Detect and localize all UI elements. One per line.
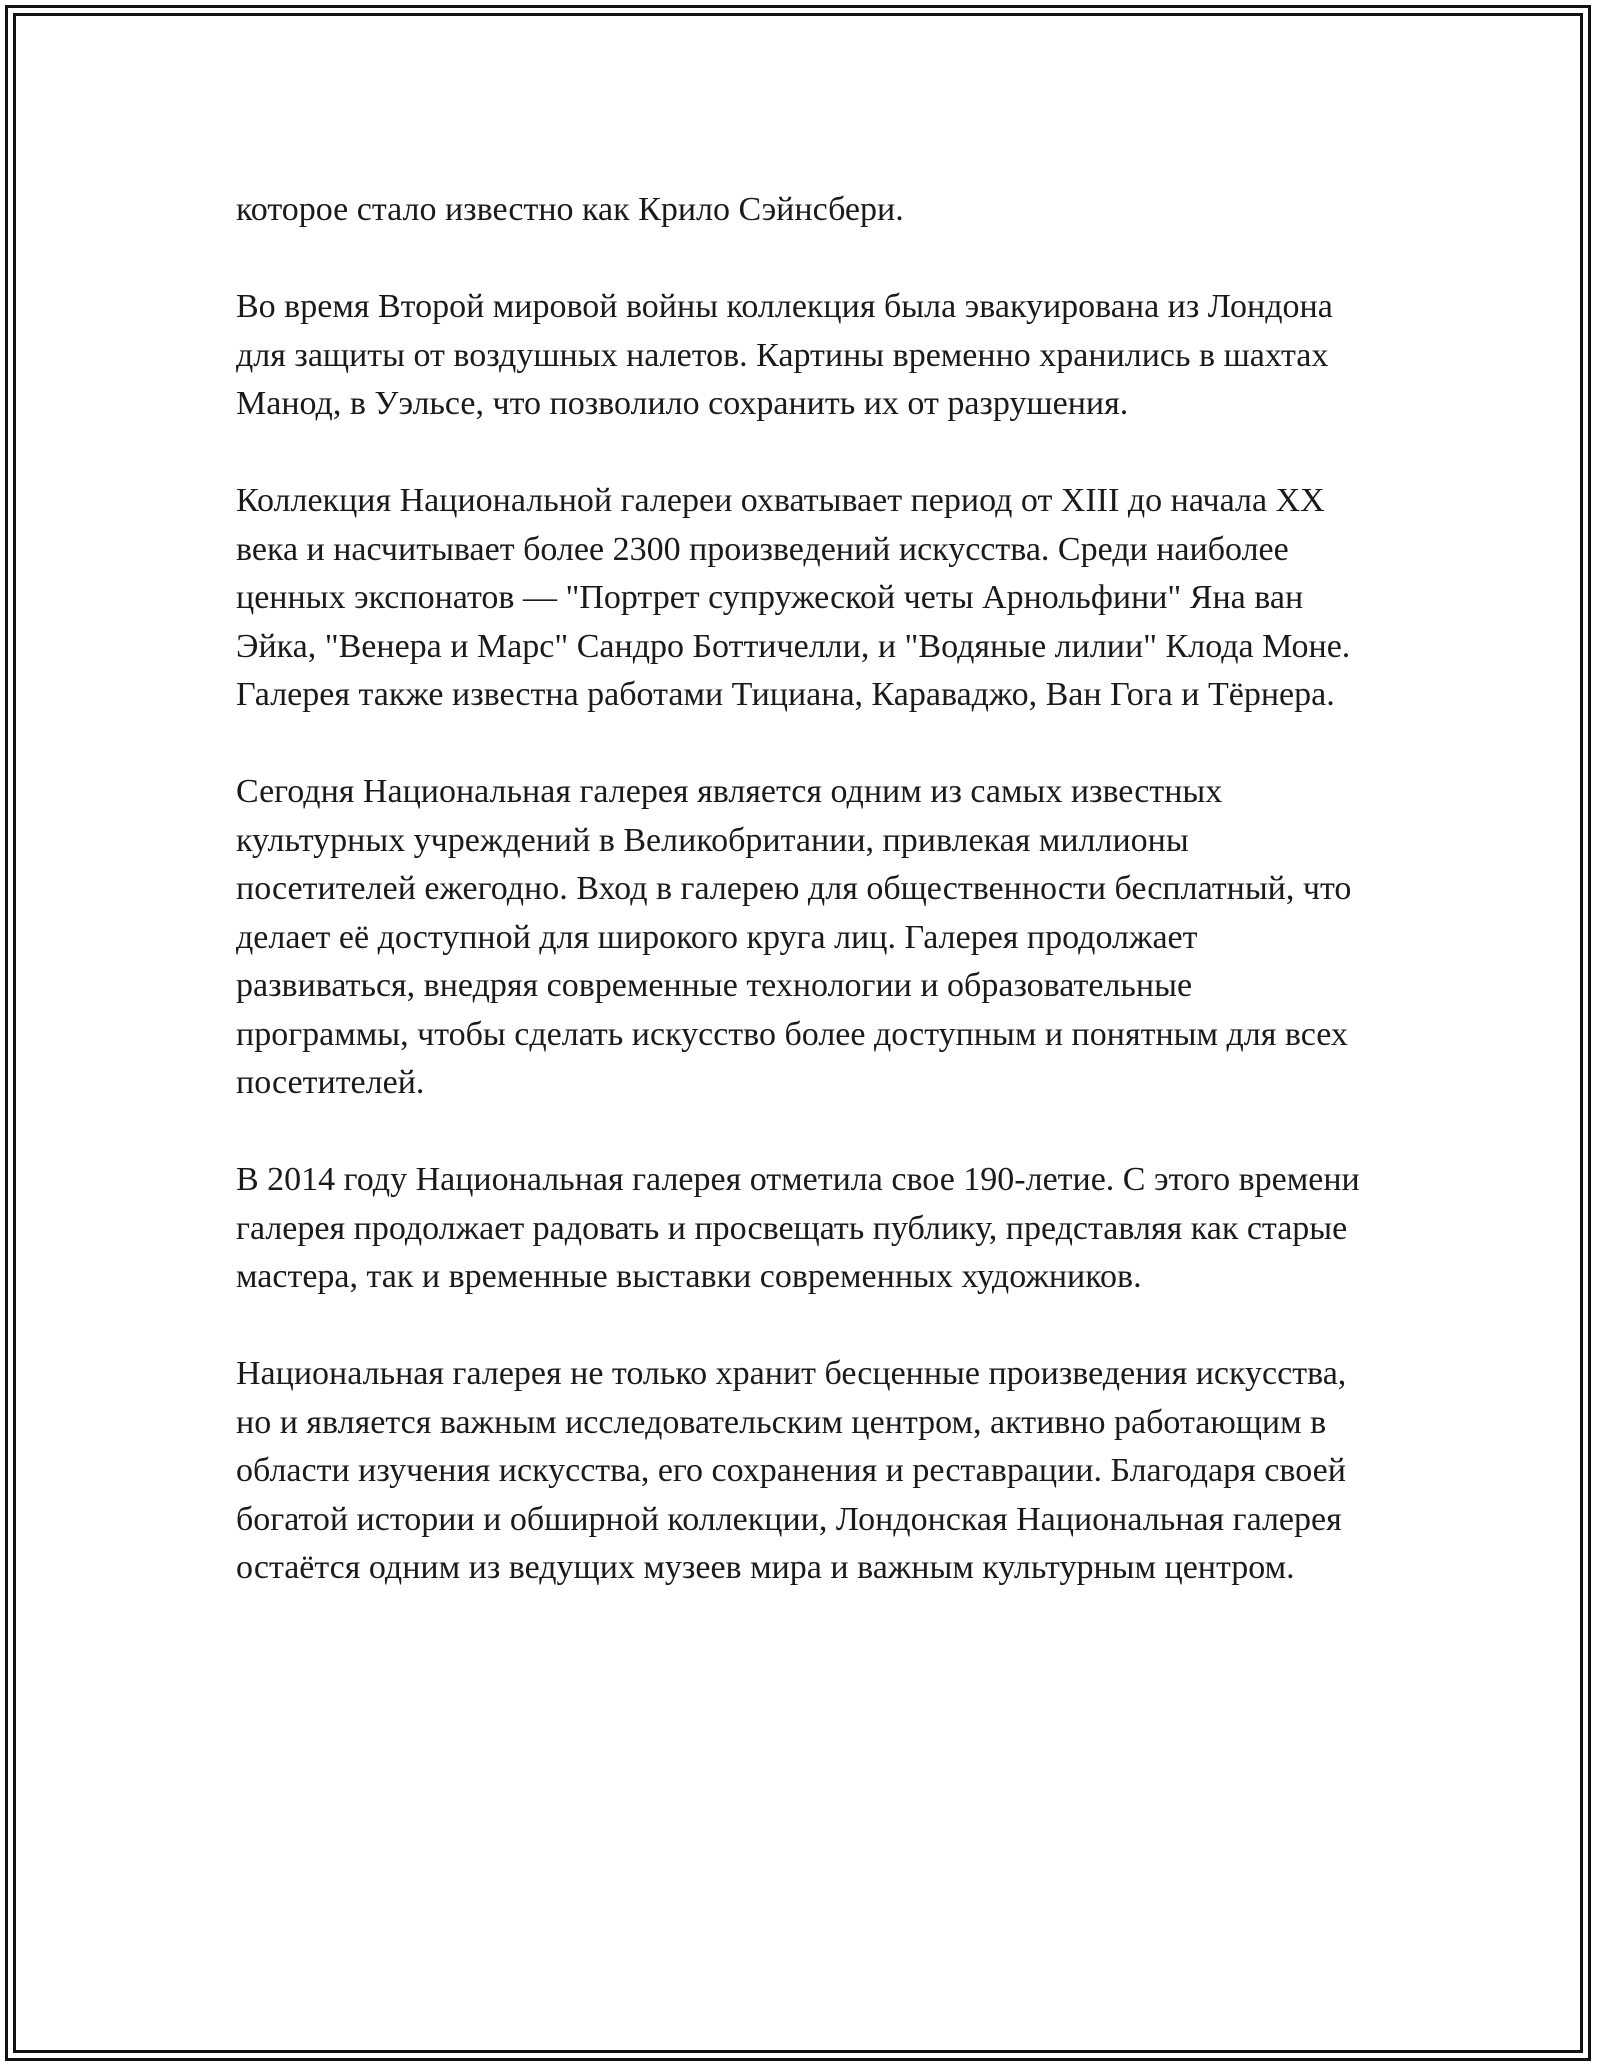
paragraph-6: Национальная галерея не только хранит бесценные произведения искусства, но и является важным исследовательским центром, активно работающим в области изучения искусства, его сохранения и реставрации. Благодаря своей богатой истории и обширной коллекции, Лондонская Национальная галерея остаётся одним из ведущих музеев мира и важным культурным центром. bbox=[236, 1355, 1347, 1586]
paragraph-1: которое стало известно как Крило Сэйнсбери. bbox=[236, 191, 904, 228]
paragraph-4: Сегодня Национальная галерея является одним из самых известных культурных учреждений в Великобритании, привлекая миллионы посетителей ежегодно. Вход в галерею для общественности бесплатный, что делает её доступной для широкого круга лиц. Галерея продолжает развиваться, внедряя современные технологии и образовательные программы, чтобы сделать искусство более доступным и понятным для всех посетителей. bbox=[236, 773, 1352, 1101]
paragraph-2: Во время Второй мировой войны коллекция была эвакуирована из Лондона для защиты от воздушных налетов. Картины временно хранились в шахтах Манод, в Уэльсе, что позволило сохранить их от разрушения. bbox=[236, 288, 1333, 422]
document-body bbox=[236, 186, 1366, 1641]
paragraph-5: В 2014 году Национальная галерея отметила свое 190-летие. С этого времени галерея продолжает радовать и просвещать публику, представляя как старые мастера, так и временные выставки современных художников. bbox=[236, 1161, 1360, 1295]
paragraph-3: Коллекция Национальной галереи охватывает период от XIII до начала XX века и насчитывает более 2300 произведений искусства. Среди наиболее ценных экспонатов — "Портрет супружеской четы Арнольфини" Яна ван Эйка, "Венера и Марс" Сандро Боттичелли, и "Водяные лилии" Клода Моне. Галерея также известна работами Тициана, Караваджо, Ван Гога и Тёрнера. bbox=[236, 482, 1351, 713]
